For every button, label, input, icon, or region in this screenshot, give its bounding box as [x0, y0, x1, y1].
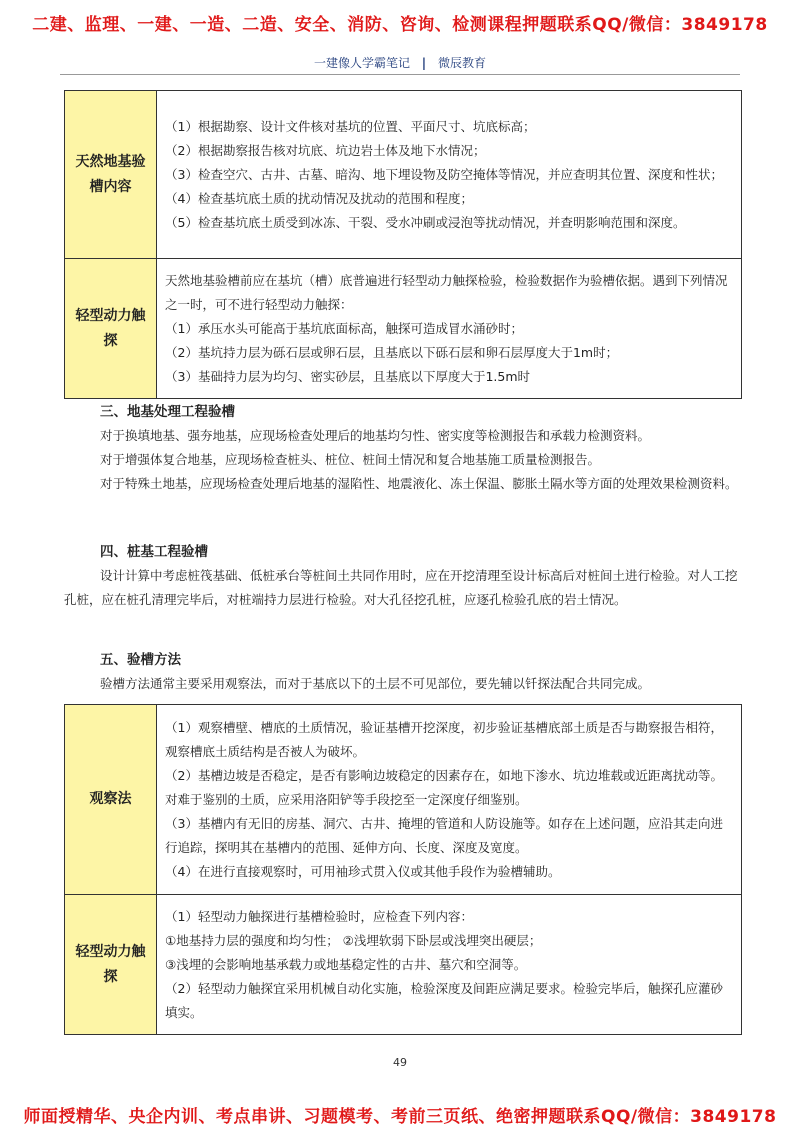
paragraph: 对于特殊土地基，应现场检查处理后地基的湿陷性、地震液化、冻土保温、膨胀土隔水等方面的处理效果检测资料。 [100, 476, 738, 491]
content-line: （4）检查基坑底土质的扰动情况及扰动的范围和程度； [165, 190, 473, 206]
content-line: （2）基槽边坡是否稳定，是否有影响边坡稳定的因素存在，如地下渗水、坑边堆载或近距离扰动等。对难于鉴别的土质，应采用洛阳铲等手段挖至一定深度仔细鉴别。 [165, 767, 723, 807]
section-inspection-methods [64, 648, 744, 696]
row-label: 轻型动力触探 [65, 259, 157, 399]
table-row [65, 259, 742, 399]
page-header [0, 54, 800, 71]
header-right: 微辰教育 [438, 56, 487, 70]
content-line: （3）基础持力层为均匀、密实砂层，且基底以下厚度大于1.5m时 [165, 368, 531, 384]
section-title: 四、桩基工程验槽 [100, 544, 208, 560]
content-line: （2）基坑持力层为砾石层或卵石层，且基底以下砾石层和卵石层厚度大于1m时； [165, 344, 619, 360]
table-row [65, 91, 742, 259]
header-separator: | [421, 56, 427, 70]
paragraph: 对于换填地基、强夯地基，应现场检查处理后的地基均匀性、密实度等检测报告和承载力检测资料。 [100, 428, 651, 443]
row-label: 观察法 [65, 705, 157, 895]
top-banner: 二建、监理、一建、一造、二造、安全、消防、咨询、检测课程押题联系QQ/微信：3849178 [32, 15, 768, 35]
section-pile-foundation [64, 540, 744, 612]
row-content [157, 705, 742, 895]
inspection-method-table [64, 704, 742, 1035]
content-line: （3）基槽内有无旧的房基、洞穴、古井、掩埋的管道和人防设施等。如存在上述问题，应沿其走向进行追踪，探明其在基槽内的范围、延伸方向、长度、深度及宽度。 [165, 815, 723, 855]
content-line: ③浅埋的会影响地基承载力或地基稳定性的古井、墓穴和空洞等。 [165, 956, 527, 972]
content-line: 天然地基验槽前应在基坑（槽）底普遍进行轻型动力触探检验，检验数据作为验槽依据。遇到下列情况之一时，可不进行轻型动力触探： [165, 272, 728, 312]
row-content [157, 259, 742, 399]
row-content [157, 895, 742, 1035]
content-line: （2）轻型动力触探宜采用机械自动化实施，检验深度及间距应满足要求。检验完毕后，触探孔应灌砂填实。 [165, 980, 723, 1020]
content-line: （1）承压水头可能高于基坑底面标高，触探可造成冒水涌砂时； [165, 320, 523, 336]
content-line: （3）检查空穴、古井、古墓、暗沟、地下埋设物及防空掩体等情况，并应查明其位置、深度和性状； [165, 166, 723, 182]
section-foundation-treatment [64, 400, 744, 496]
content-line: （1）观察槽壁、槽底的土质情况，验证基槽开挖深度，初步验证基槽底部土质是否与勘察报告相符，观察槽底土质结构是否被人为破坏。 [165, 719, 723, 759]
paragraph: 设计计算中考虑桩筏基础、低桩承台等桩间土共同作用时，应在开挖清理至设计标高后对桩间土进行检验。对人工挖孔桩，应在桩孔清理完毕后，对桩端持力层进行检验。对大孔径挖孔桩，应逐孔检验孔底的岩土情况。 [64, 568, 738, 607]
section-title: 五、验槽方法 [100, 652, 181, 668]
table-row [65, 895, 742, 1035]
row-content [157, 91, 742, 259]
content-line: （1）轻型动力触探进行基槽检验时，应检查下列内容： [165, 908, 473, 924]
row-label: 天然地基验槽内容 [65, 91, 157, 259]
paragraph: 对于增强体复合地基，应现场检查桩头、桩位、桩间土情况和复合地基施工质量检测报告。 [100, 452, 601, 467]
table-row [65, 705, 742, 895]
bottom-banner: 师面授精华、央企内训、考点串讲、习题模考、考前三页纸、绝密押题联系QQ/微信：3849178 [23, 1107, 777, 1127]
page-number: 49 [393, 1056, 407, 1069]
header-left: 一建像人学霸笔记 [313, 56, 410, 70]
row-label: 轻型动力触探 [65, 895, 157, 1035]
content-line: （4）在进行直接观察时，可用袖珍式贯入仪或其他手段作为验槽辅助。 [165, 863, 561, 879]
content-line: （2）根据勘察报告核对坑底、坑边岩土体及地下水情况； [165, 142, 486, 158]
content-line: ①地基持力层的强度和均匀性； ②浅埋软弱下卧层或浅埋突出硬层； [165, 932, 542, 948]
content-line: （5）检查基坑底土质受到冰冻、干裂、受水冲刷或浸泡等扰动情况，并查明影响范围和深度。 [165, 214, 686, 230]
section-title: 三、地基处理工程验槽 [100, 404, 235, 420]
header-divider [60, 74, 740, 75]
paragraph: 验槽方法通常主要采用观察法，而对于基底以下的土层不可见部位，要先辅以钎探法配合共同完成。 [100, 676, 651, 691]
natural-foundation-table [64, 90, 742, 399]
content-line: （1）根据勘察、设计文件核对基坑的位置、平面尺寸、坑底标高； [165, 118, 536, 134]
